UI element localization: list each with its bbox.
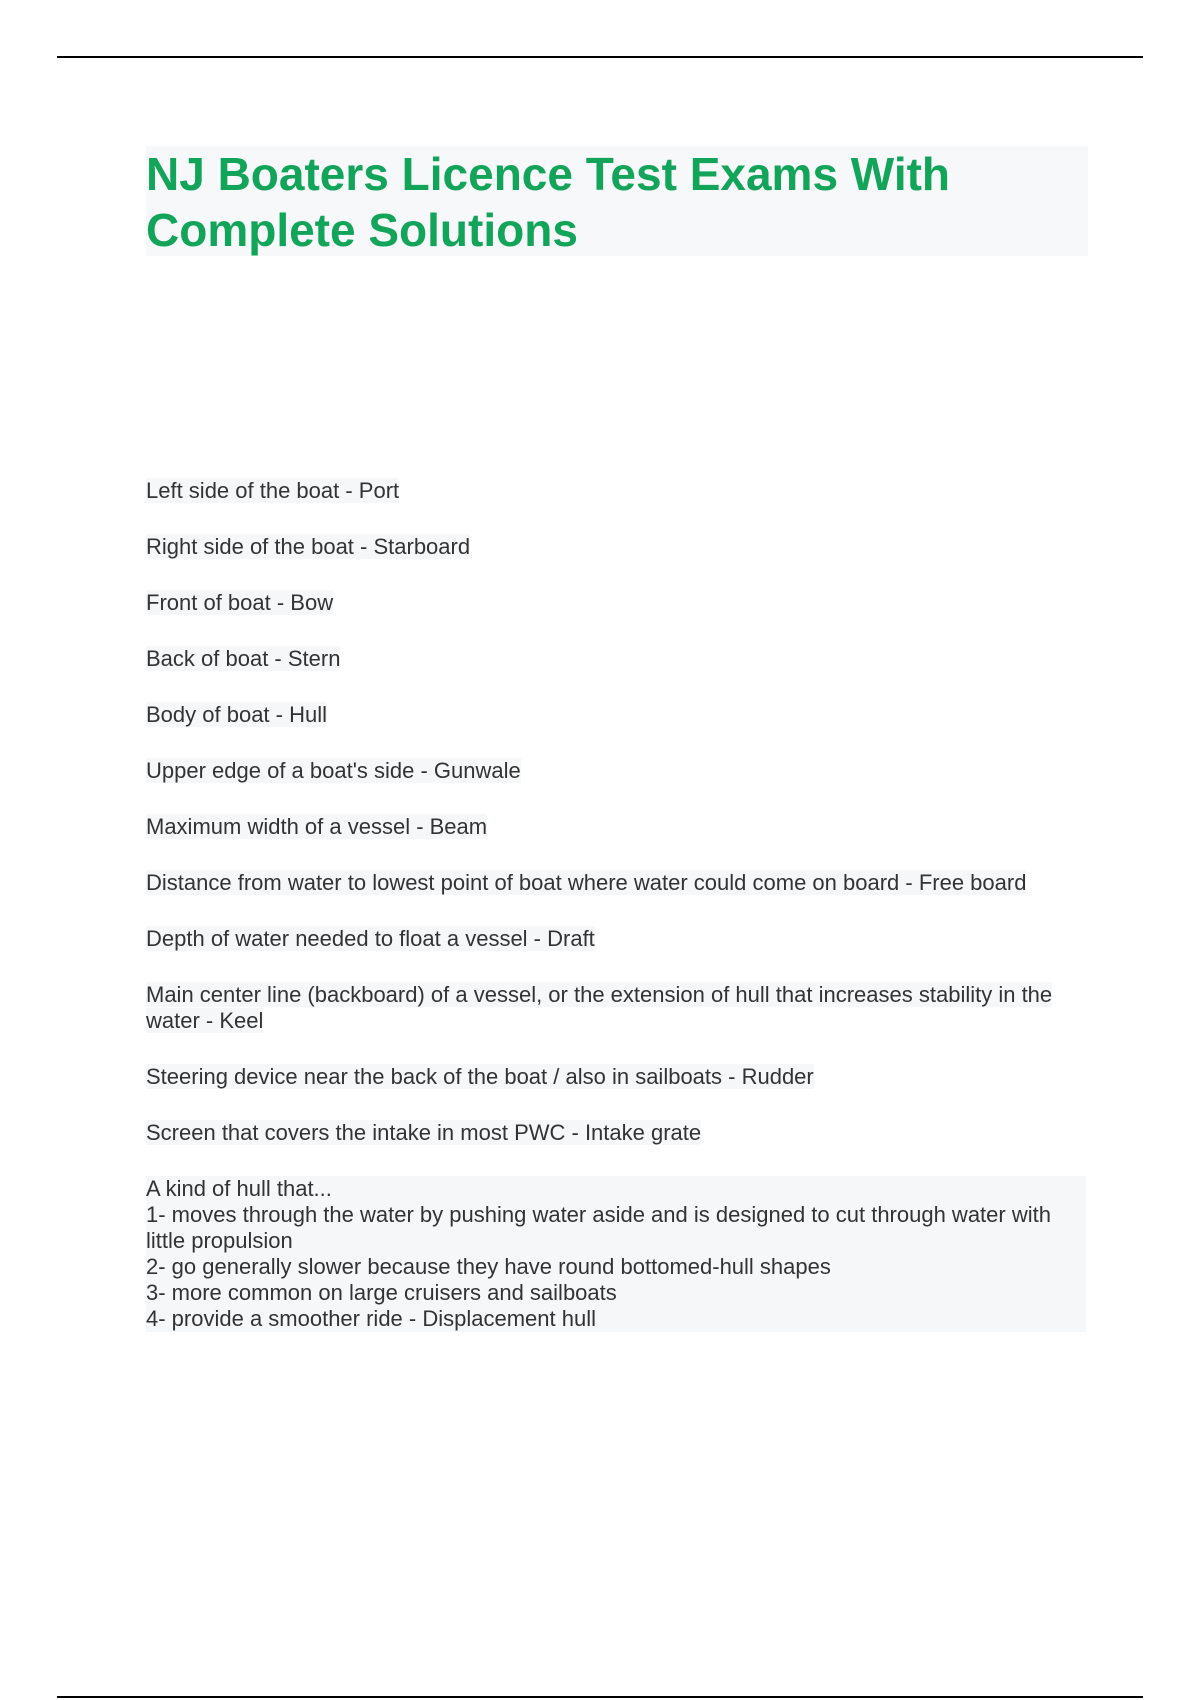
bottom-rule [57,1696,1143,1698]
hull-entry-text: 4- provide a smoother ride - Displacement hull [146,1306,596,1331]
list-item [146,1120,1086,1146]
hull-entry-text: 3- more common on large cruisers and sailboats [146,1280,617,1305]
hull-entry-text: 1- moves through the water by pushing water aside and is designed to cut through water with little propulsion [146,1202,1051,1253]
hull-entry-line [146,1202,1086,1254]
hull-entry-line [146,1280,1086,1306]
entry-text: Screen that covers the intake in most PWC - Intake grate [146,1120,702,1145]
entry-text: Body of boat - Hull [146,702,327,727]
list-item [146,646,1086,672]
document-title: NJ Boaters Licence Test Exams With Complete Solutions [146,148,951,256]
entry-text: Back of boat - Stern [146,646,341,671]
hull-entry-line [146,1306,1086,1332]
list-item [146,1064,1086,1090]
list-item [146,870,1086,896]
hull-entry-line [146,1176,1086,1202]
entry-text: Maximum width of a vessel - Beam [146,814,488,839]
list-item [146,926,1086,952]
entry-text: Left side of the boat - Port [146,478,400,503]
list-item [146,702,1086,728]
entry-text: Steering device near the back of the boat / also in sailboats - Rudder [146,1064,814,1089]
entry-text: Main center line (backboard) of a vessel, or the extension of hull that increases stability in the water - Keel [146,982,1053,1033]
list-item [146,590,1086,616]
hull-entry-line [146,1254,1086,1280]
entry-text: Upper edge of a boat's side - Gunwale [146,758,521,783]
hull-entry-text: 2- go generally slower because they have round bottomed-hull shapes [146,1254,831,1279]
list-item [146,758,1086,784]
entry-text: Front of boat - Bow [146,590,334,615]
entry-text: Right side of the boat - Starboard [146,534,471,559]
hull-entry [146,1176,1086,1332]
list-item [146,814,1086,840]
top-rule [57,56,1143,58]
entry-list [146,478,1086,1362]
list-item [146,534,1086,560]
list-item [146,982,1086,1034]
entry-text: Distance from water to lowest point of boat where water could come on board - Free board [146,870,1027,895]
list-item [146,478,1086,504]
entry-text: Depth of water needed to float a vessel - Draft [146,926,595,951]
hull-entry-text: A kind of hull that... [146,1176,332,1201]
